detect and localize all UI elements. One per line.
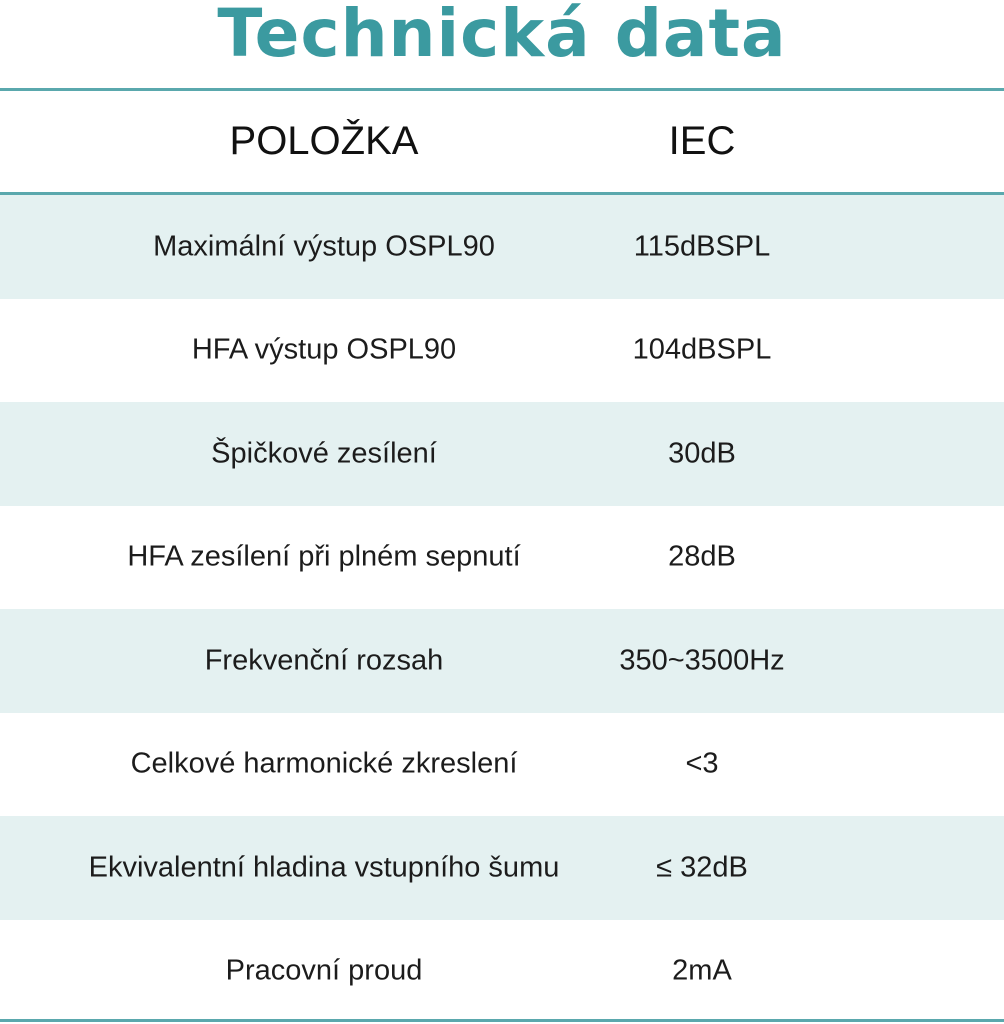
header-item-label: POLOŽKA (229, 119, 419, 163)
row-value: 30dB (668, 437, 736, 470)
row-item: Frekvenční rozsah (204, 644, 444, 677)
page-title: Technická data (217, 0, 787, 72)
bottom-divider (0, 1019, 1004, 1022)
table-row (0, 299, 1004, 403)
table-row (0, 506, 1004, 610)
row-value: <3 (685, 747, 719, 780)
table-row (0, 195, 1004, 299)
table-row (0, 713, 1004, 817)
row-item: Pracovní proud (225, 954, 423, 987)
row-item: HFA výstup OSPL90 (191, 333, 457, 366)
row-item: Ekvivalentní hladina vstupního šumu (88, 851, 560, 884)
table-row (0, 920, 1004, 1024)
row-value: ≤ 32dB (656, 851, 748, 884)
row-item: Maximální výstup OSPL90 (153, 230, 495, 263)
table-header (0, 91, 1004, 192)
row-value: 350~3500Hz (619, 644, 785, 677)
table-row (0, 402, 1004, 506)
table-row (0, 816, 1004, 920)
row-item: Špičkové zesílení (211, 437, 437, 470)
spec-table-body (0, 195, 1004, 1023)
row-item: Celkové harmonické zkreslení (130, 747, 518, 780)
row-value: 115dBSPL (633, 230, 771, 263)
header-value-label: IEC (668, 119, 736, 163)
row-value: 104dBSPL (632, 333, 772, 366)
row-item: HFA zesílení při plném sepnutí (127, 540, 521, 573)
row-value: 2mA (672, 954, 732, 987)
row-value: 28dB (668, 540, 736, 573)
table-row (0, 609, 1004, 713)
